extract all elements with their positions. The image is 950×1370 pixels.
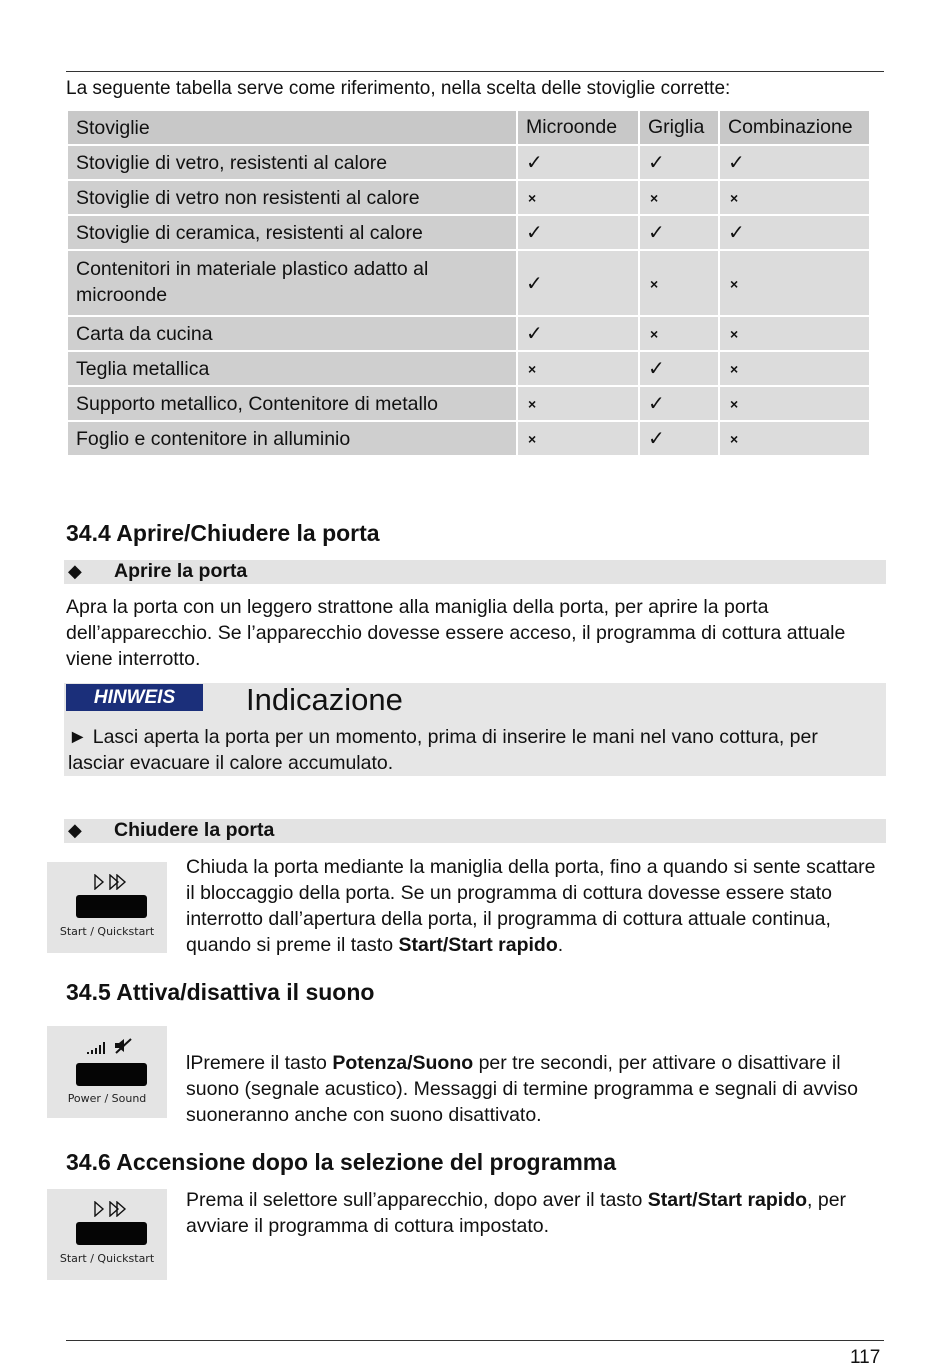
check-mark-icon: ✓ — [648, 428, 665, 450]
start-quickstart-button-illustration — [47, 1189, 167, 1280]
table-row — [67, 250, 870, 316]
section-34-6-heading: 34.6 Accensione dopo la selezione del programma — [66, 1149, 617, 1175]
close-door-text: Chiuda la porta mediante la maniglia della porta, fino a quando si sente scattare il bloccaggio della porta. Se un programma di cottura dovesse essere stato interrotto dall’apertura della porta, il programma di cottura attuale continua, quando si preme il tasto Start/Start rapido. — [186, 856, 876, 956]
cross-mark-icon: × — [528, 396, 537, 412]
table-row — [67, 316, 870, 351]
suitability-cell — [517, 421, 639, 456]
header-cell: Combinazione — [719, 110, 870, 145]
header-cell: Stoviglie — [67, 110, 517, 145]
table-header-row — [67, 110, 870, 145]
cookware-label: Contenitori in materiale plastico adatto al microonde — [67, 250, 517, 316]
check-mark-icon: ✓ — [648, 358, 665, 380]
note-box — [64, 683, 886, 776]
cross-mark-icon: × — [650, 275, 659, 292]
table-row — [67, 351, 870, 386]
cross-mark-icon: × — [528, 190, 537, 206]
section-34-4-heading: 34.4 Aprire/Chiudere la porta — [66, 520, 380, 546]
cross-mark-icon: × — [650, 190, 659, 206]
suitability-cell — [719, 421, 870, 456]
sound-text: lPremere il tasto Potenza/Suono per tre secondi, per attivare o disattivare il suono (segnale acustico). Messaggi di termine programma e segnali di avviso suoneranno anche con suono disattivato. — [186, 1052, 858, 1126]
suitability-cell — [639, 145, 719, 180]
cross-mark-icon: × — [528, 361, 537, 377]
suitability-cell — [639, 316, 719, 351]
suitability-cell — [719, 215, 870, 250]
suitability-cell — [639, 351, 719, 386]
suitability-cell — [517, 316, 639, 351]
check-mark-icon: ✓ — [526, 272, 543, 295]
check-mark-icon: ✓ — [526, 323, 543, 345]
hinweis-badge: HINWEIS — [66, 684, 203, 711]
section-34-5-heading: 34.5 Attiva/disattiva il suono — [66, 979, 375, 1005]
suitability-cell — [719, 316, 870, 351]
suitability-cell — [517, 250, 639, 316]
cookware-label: Stoviglie di vetro non resistenti al calore — [67, 180, 517, 215]
suitability-cell — [719, 351, 870, 386]
check-mark-icon: ✓ — [728, 152, 745, 174]
table-row — [67, 145, 870, 180]
table-row — [67, 215, 870, 250]
cross-mark-icon: × — [730, 275, 739, 292]
page-number: 117 — [850, 1347, 881, 1368]
play-fastforward-icon — [94, 874, 128, 890]
subheading-open-door — [64, 560, 886, 584]
cross-mark-icon: × — [528, 431, 537, 447]
power-on-text: Prema il selettore sull’apparecchio, dopo aver il tasto Start/Start rapido, per avviare il programma di cottura impostato. — [186, 1189, 847, 1237]
cross-mark-icon: × — [730, 431, 739, 447]
power-sound-caption: Power / Sound — [67, 1092, 147, 1105]
suitability-cell — [639, 250, 719, 316]
table-intro: La seguente tabella serve come riferimento, nella scelta delle stoviglie corrette: — [66, 78, 731, 99]
check-mark-icon: ✓ — [526, 152, 543, 174]
start-quickstart-caption: Start / Quickstart — [59, 925, 155, 938]
cookware-table — [66, 109, 871, 457]
suitability-cell — [719, 145, 870, 180]
suitability-cell — [719, 386, 870, 421]
cookware-label: Foglio e contenitore in alluminio — [67, 421, 517, 456]
cookware-label: Stoviglie di ceramica, resistenti al calore — [67, 215, 517, 250]
cookware-label: Carta da cucina — [67, 316, 517, 351]
check-mark-icon: ✓ — [728, 222, 745, 244]
suitability-cell — [517, 180, 639, 215]
start-key — [76, 895, 147, 918]
note-title: Indicazione — [246, 682, 403, 717]
check-mark-icon: ✓ — [526, 222, 543, 244]
cross-mark-icon: × — [730, 190, 739, 206]
check-mark-icon: ✓ — [648, 393, 665, 415]
power-key — [76, 1063, 147, 1086]
top-rule — [66, 71, 884, 72]
subheading-label: Aprire la porta — [114, 560, 248, 582]
power-sound-button-illustration — [47, 1026, 167, 1118]
suitability-cell — [517, 386, 639, 421]
start-quickstart-caption: Start / Quickstart — [59, 1252, 155, 1265]
suitability-cell — [517, 215, 639, 250]
start-rapido-bold: Start/Start rapido — [398, 934, 558, 956]
header-cell: Griglia — [639, 110, 719, 145]
suitability-cell — [639, 215, 719, 250]
potenza-suono-bold: Potenza/Suono — [332, 1052, 474, 1074]
start-quickstart-button-illustration — [47, 862, 167, 953]
diamond-bullet-icon: ◆ — [68, 561, 82, 581]
subheading-label: Chiudere la porta — [114, 819, 275, 841]
play-fastforward-icon — [94, 1201, 128, 1217]
cookware-label: Supporto metallico, Contenitore di metallo — [67, 386, 517, 421]
open-door-text: Apra la porta con un leggero strattone alla maniglia della porta, per aprire la porta dell’apparecchio. Se l’apparecchio dovesse essere acceso, il programma di cottura attuale viene interrotto. — [66, 596, 846, 670]
suitability-cell — [639, 386, 719, 421]
suitability-cell — [719, 250, 870, 316]
cookware-label: Teglia metallica — [67, 351, 517, 386]
suitability-cell — [719, 180, 870, 215]
check-mark-icon: ✓ — [648, 152, 665, 174]
subheading-close-door — [64, 819, 886, 843]
diamond-bullet-icon: ◆ — [68, 820, 82, 840]
table-row — [67, 180, 870, 215]
cross-mark-icon: × — [730, 326, 739, 342]
suitability-cell — [639, 180, 719, 215]
suitability-cell — [517, 145, 639, 180]
header-cell: Microonde — [517, 110, 639, 145]
suitability-cell — [517, 351, 639, 386]
cross-mark-icon: × — [650, 326, 659, 342]
cross-mark-icon: × — [730, 361, 739, 377]
table-row — [67, 386, 870, 421]
start-rapido-bold: Start/Start rapido — [647, 1189, 808, 1211]
note-text: ► Lasci aperta la porta per un momento, prima di inserire le mani nel vano cottura, per lasciar evacuare il calore accumulato. — [68, 726, 818, 774]
speaker-mute-icon — [113, 1037, 135, 1055]
bottom-rule — [66, 1340, 884, 1341]
cross-mark-icon: × — [730, 396, 739, 412]
table-row — [67, 421, 870, 456]
suitability-cell — [639, 421, 719, 456]
cookware-label: Stoviglie di vetro, resistenti al calore — [67, 145, 517, 180]
start-key — [76, 1222, 147, 1245]
check-mark-icon: ✓ — [648, 222, 665, 244]
